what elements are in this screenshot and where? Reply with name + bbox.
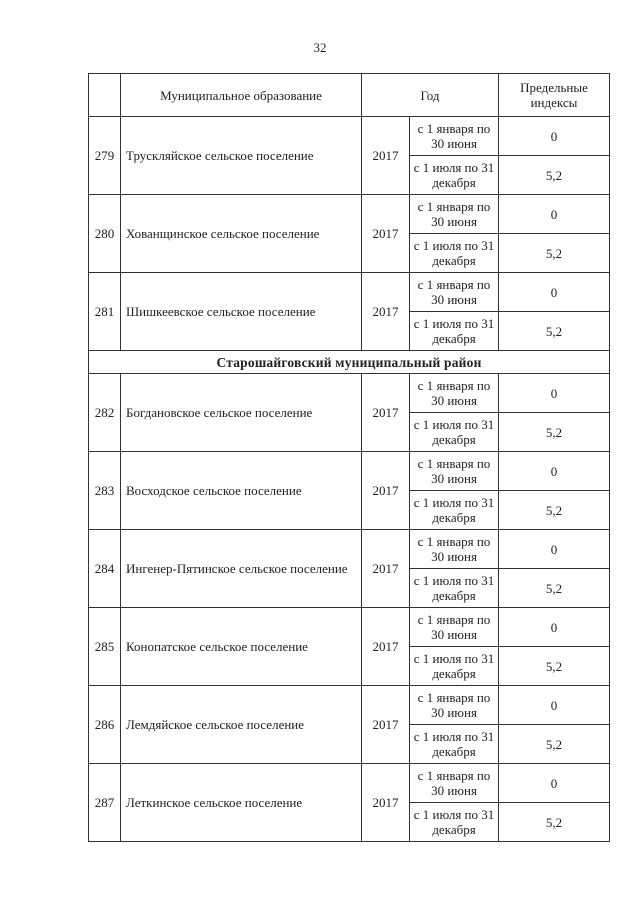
row-year: 2017 [362, 530, 410, 608]
index-value: 5,2 [499, 413, 610, 452]
table-header-row [89, 74, 610, 117]
row-number: 285 [89, 608, 121, 686]
municipality-name: Восходское сельское поселение [121, 452, 362, 530]
period-label: с 1 июля по 31 декабря [410, 156, 499, 195]
row-year: 2017 [362, 117, 410, 195]
tariff-index-table [88, 73, 610, 842]
table-row [89, 608, 610, 647]
district-name: Старошайговский муниципальный район [89, 351, 610, 374]
period-label: с 1 июля по 31 декабря [410, 491, 499, 530]
header-year: Год [362, 74, 499, 117]
row-number: 280 [89, 195, 121, 273]
period-label: с 1 января по 30 июня [410, 195, 499, 234]
table-row [89, 764, 610, 803]
municipality-name: Трускляйское сельское поселение [121, 117, 362, 195]
header-number [89, 74, 121, 117]
table-body [89, 117, 610, 842]
table-row [89, 530, 610, 569]
index-value: 0 [499, 608, 610, 647]
period-label: с 1 июля по 31 декабря [410, 647, 499, 686]
row-number: 284 [89, 530, 121, 608]
period-label: с 1 января по 30 июня [410, 273, 499, 312]
table-row [89, 686, 610, 725]
index-value: 5,2 [499, 491, 610, 530]
table-row [89, 273, 610, 312]
row-year: 2017 [362, 195, 410, 273]
row-year: 2017 [362, 374, 410, 452]
row-number: 279 [89, 117, 121, 195]
municipality-name: Ингенер-Пятинское сельское поселение [121, 530, 362, 608]
municipality-name: Конопатское сельское поселение [121, 608, 362, 686]
period-label: с 1 июля по 31 декабря [410, 312, 499, 351]
row-year: 2017 [362, 764, 410, 842]
row-year: 2017 [362, 452, 410, 530]
period-label: с 1 июля по 31 декабря [410, 725, 499, 764]
index-value: 0 [499, 273, 610, 312]
period-label: с 1 июля по 31 декабря [410, 569, 499, 608]
table-row [89, 452, 610, 491]
period-label: с 1 января по 30 июня [410, 374, 499, 413]
index-value: 0 [499, 117, 610, 156]
page-number: 32 [313, 40, 327, 55]
table-row [89, 374, 610, 413]
row-number: 286 [89, 686, 121, 764]
municipality-name: Леткинское сельское поселение [121, 764, 362, 842]
index-value: 0 [499, 764, 610, 803]
index-value: 5,2 [499, 803, 610, 842]
period-label: с 1 января по 30 июня [410, 530, 499, 569]
row-number: 283 [89, 452, 121, 530]
index-value: 5,2 [499, 234, 610, 273]
index-value: 0 [499, 452, 610, 491]
row-year: 2017 [362, 686, 410, 764]
row-year: 2017 [362, 608, 410, 686]
municipality-name: Хованщинское сельское поселение [121, 195, 362, 273]
index-value: 0 [499, 374, 610, 413]
index-value: 0 [499, 195, 610, 234]
period-label: с 1 июля по 31 декабря [410, 234, 499, 273]
row-year: 2017 [362, 273, 410, 351]
period-label: с 1 января по 30 июня [410, 686, 499, 725]
index-value: 0 [499, 530, 610, 569]
header-indices: Предельные индексы [499, 74, 610, 117]
index-value: 5,2 [499, 725, 610, 764]
row-number: 281 [89, 273, 121, 351]
period-label: с 1 июля по 31 декабря [410, 803, 499, 842]
municipality-name: Богдановское сельское поселение [121, 374, 362, 452]
period-label: с 1 января по 30 июня [410, 764, 499, 803]
index-value: 5,2 [499, 156, 610, 195]
index-value: 5,2 [499, 569, 610, 608]
district-header-row [89, 351, 610, 374]
row-number: 287 [89, 764, 121, 842]
period-label: с 1 января по 30 июня [410, 117, 499, 156]
period-label: с 1 июля по 31 декабря [410, 413, 499, 452]
index-value: 5,2 [499, 647, 610, 686]
municipality-name: Лемдяйское сельское поселение [121, 686, 362, 764]
table-row [89, 117, 610, 156]
period-label: с 1 января по 30 июня [410, 452, 499, 491]
index-value: 5,2 [499, 312, 610, 351]
municipality-name: Шишкеевское сельское поселение [121, 273, 362, 351]
row-number: 282 [89, 374, 121, 452]
index-value: 0 [499, 686, 610, 725]
header-municipality: Муниципальное образование [121, 74, 362, 117]
period-label: с 1 января по 30 июня [410, 608, 499, 647]
table-row [89, 195, 610, 234]
